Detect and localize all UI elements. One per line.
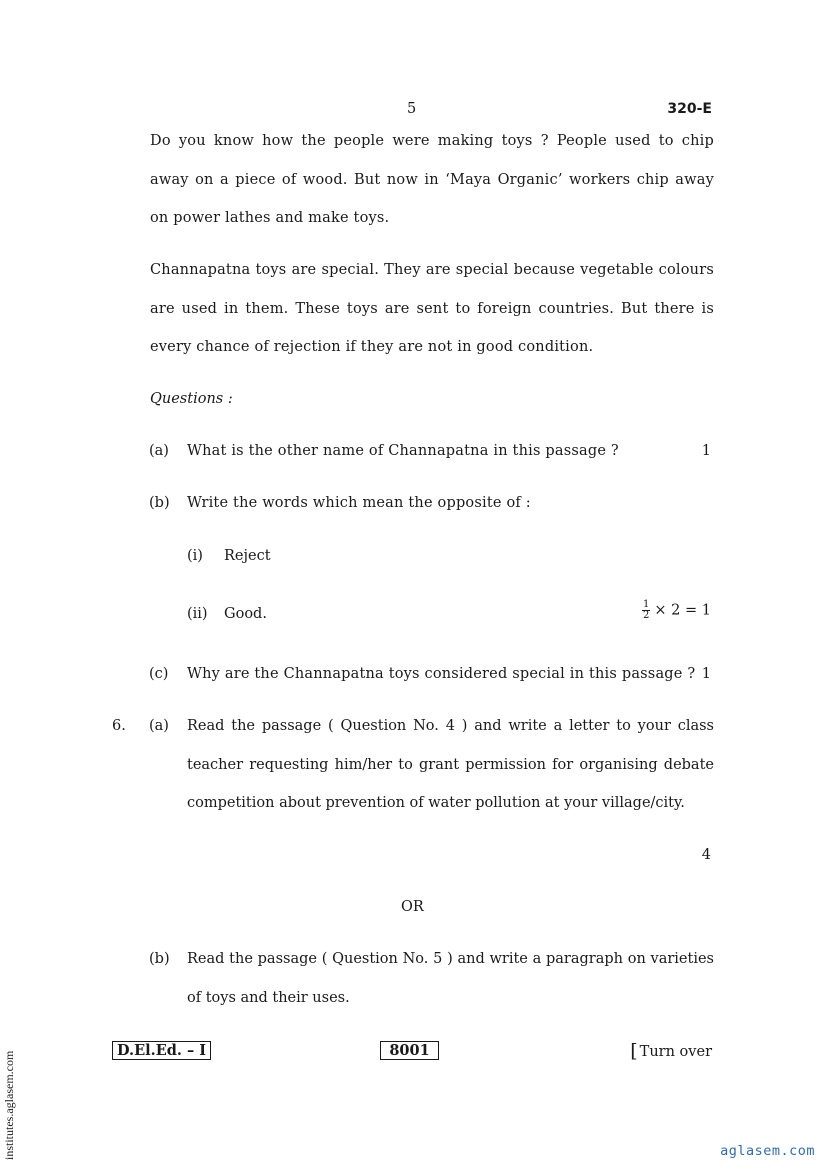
code-box: 8001 [380, 1041, 439, 1060]
passage-paragraph-2: Channapatna toys are special. They are special because vegetable colours are used in them. These toys are sent to foreign countries. But there is every chance of rejection if they are not in good condition. [150, 262, 714, 355]
fraction-denominator: 2 [643, 610, 650, 621]
question-6a-line-2: teacher requesting him/her to grant permission for organising debate [187, 757, 714, 773]
question-c-text: Why are the Channapatna toys considered special in this passage ? [187, 666, 696, 682]
question-b-i-text: Reject [224, 548, 271, 564]
page-number: 5 [407, 101, 417, 117]
question-6b-line-2: of toys and their uses. [187, 990, 350, 1006]
paper-code: 320-E [667, 101, 712, 117]
question-6b-line-1: Read the passage ( Question No. 5 ) and write a paragraph on varieties [187, 951, 714, 967]
question-a-marks: 1 [701, 443, 711, 459]
or-separator: OR [401, 899, 424, 915]
question-b-i-label: (i) [187, 548, 203, 564]
question-a-label: (a) [149, 443, 169, 459]
question-6-number: 6. [112, 718, 126, 734]
question-b-ii-text: Good. [224, 606, 267, 622]
side-site-text: institutes.aglasem.com [2, 1050, 16, 1160]
watermark-link[interactable]: aglasem.com [720, 1143, 815, 1159]
question-6a-line-1: Read the passage ( Question No. 4 ) and write a letter to your class [187, 718, 714, 734]
bracket-glyph: [ [630, 1040, 638, 1062]
question-b-text: Write the words which mean the opposite of : [187, 495, 531, 511]
question-b-label: (b) [149, 495, 170, 511]
question-b-marks [642, 600, 711, 621]
question-6a-line-3: competition about prevention of water pollution at your village/city. [187, 795, 685, 811]
turn-over [630, 1039, 712, 1061]
question-c-marks: 1 [701, 666, 711, 682]
marks-multiplier: × 2 = 1 [654, 602, 711, 619]
half-fraction [642, 600, 650, 621]
question-6a-label: (a) [149, 718, 169, 734]
passage-paragraph-1: Do you know how the people were making toys ? People used to chip away on a piece of wood. But now in ‘Maya Organic’ workers chip away on power lathes and make toys. [150, 133, 714, 226]
course-box: D.El.Ed. – I [112, 1041, 211, 1060]
turn-over-text: Turn over [639, 1044, 712, 1060]
question-b-ii-label: (ii) [187, 606, 208, 622]
question-6b-label: (b) [149, 951, 170, 967]
question-6a-marks: 4 [701, 847, 711, 863]
questions-heading: Questions : [150, 391, 233, 407]
question-a-text: What is the other name of Channapatna in this passage ? [187, 443, 619, 459]
question-c-label: (c) [149, 666, 169, 682]
fraction-numerator: 1 [643, 599, 650, 610]
